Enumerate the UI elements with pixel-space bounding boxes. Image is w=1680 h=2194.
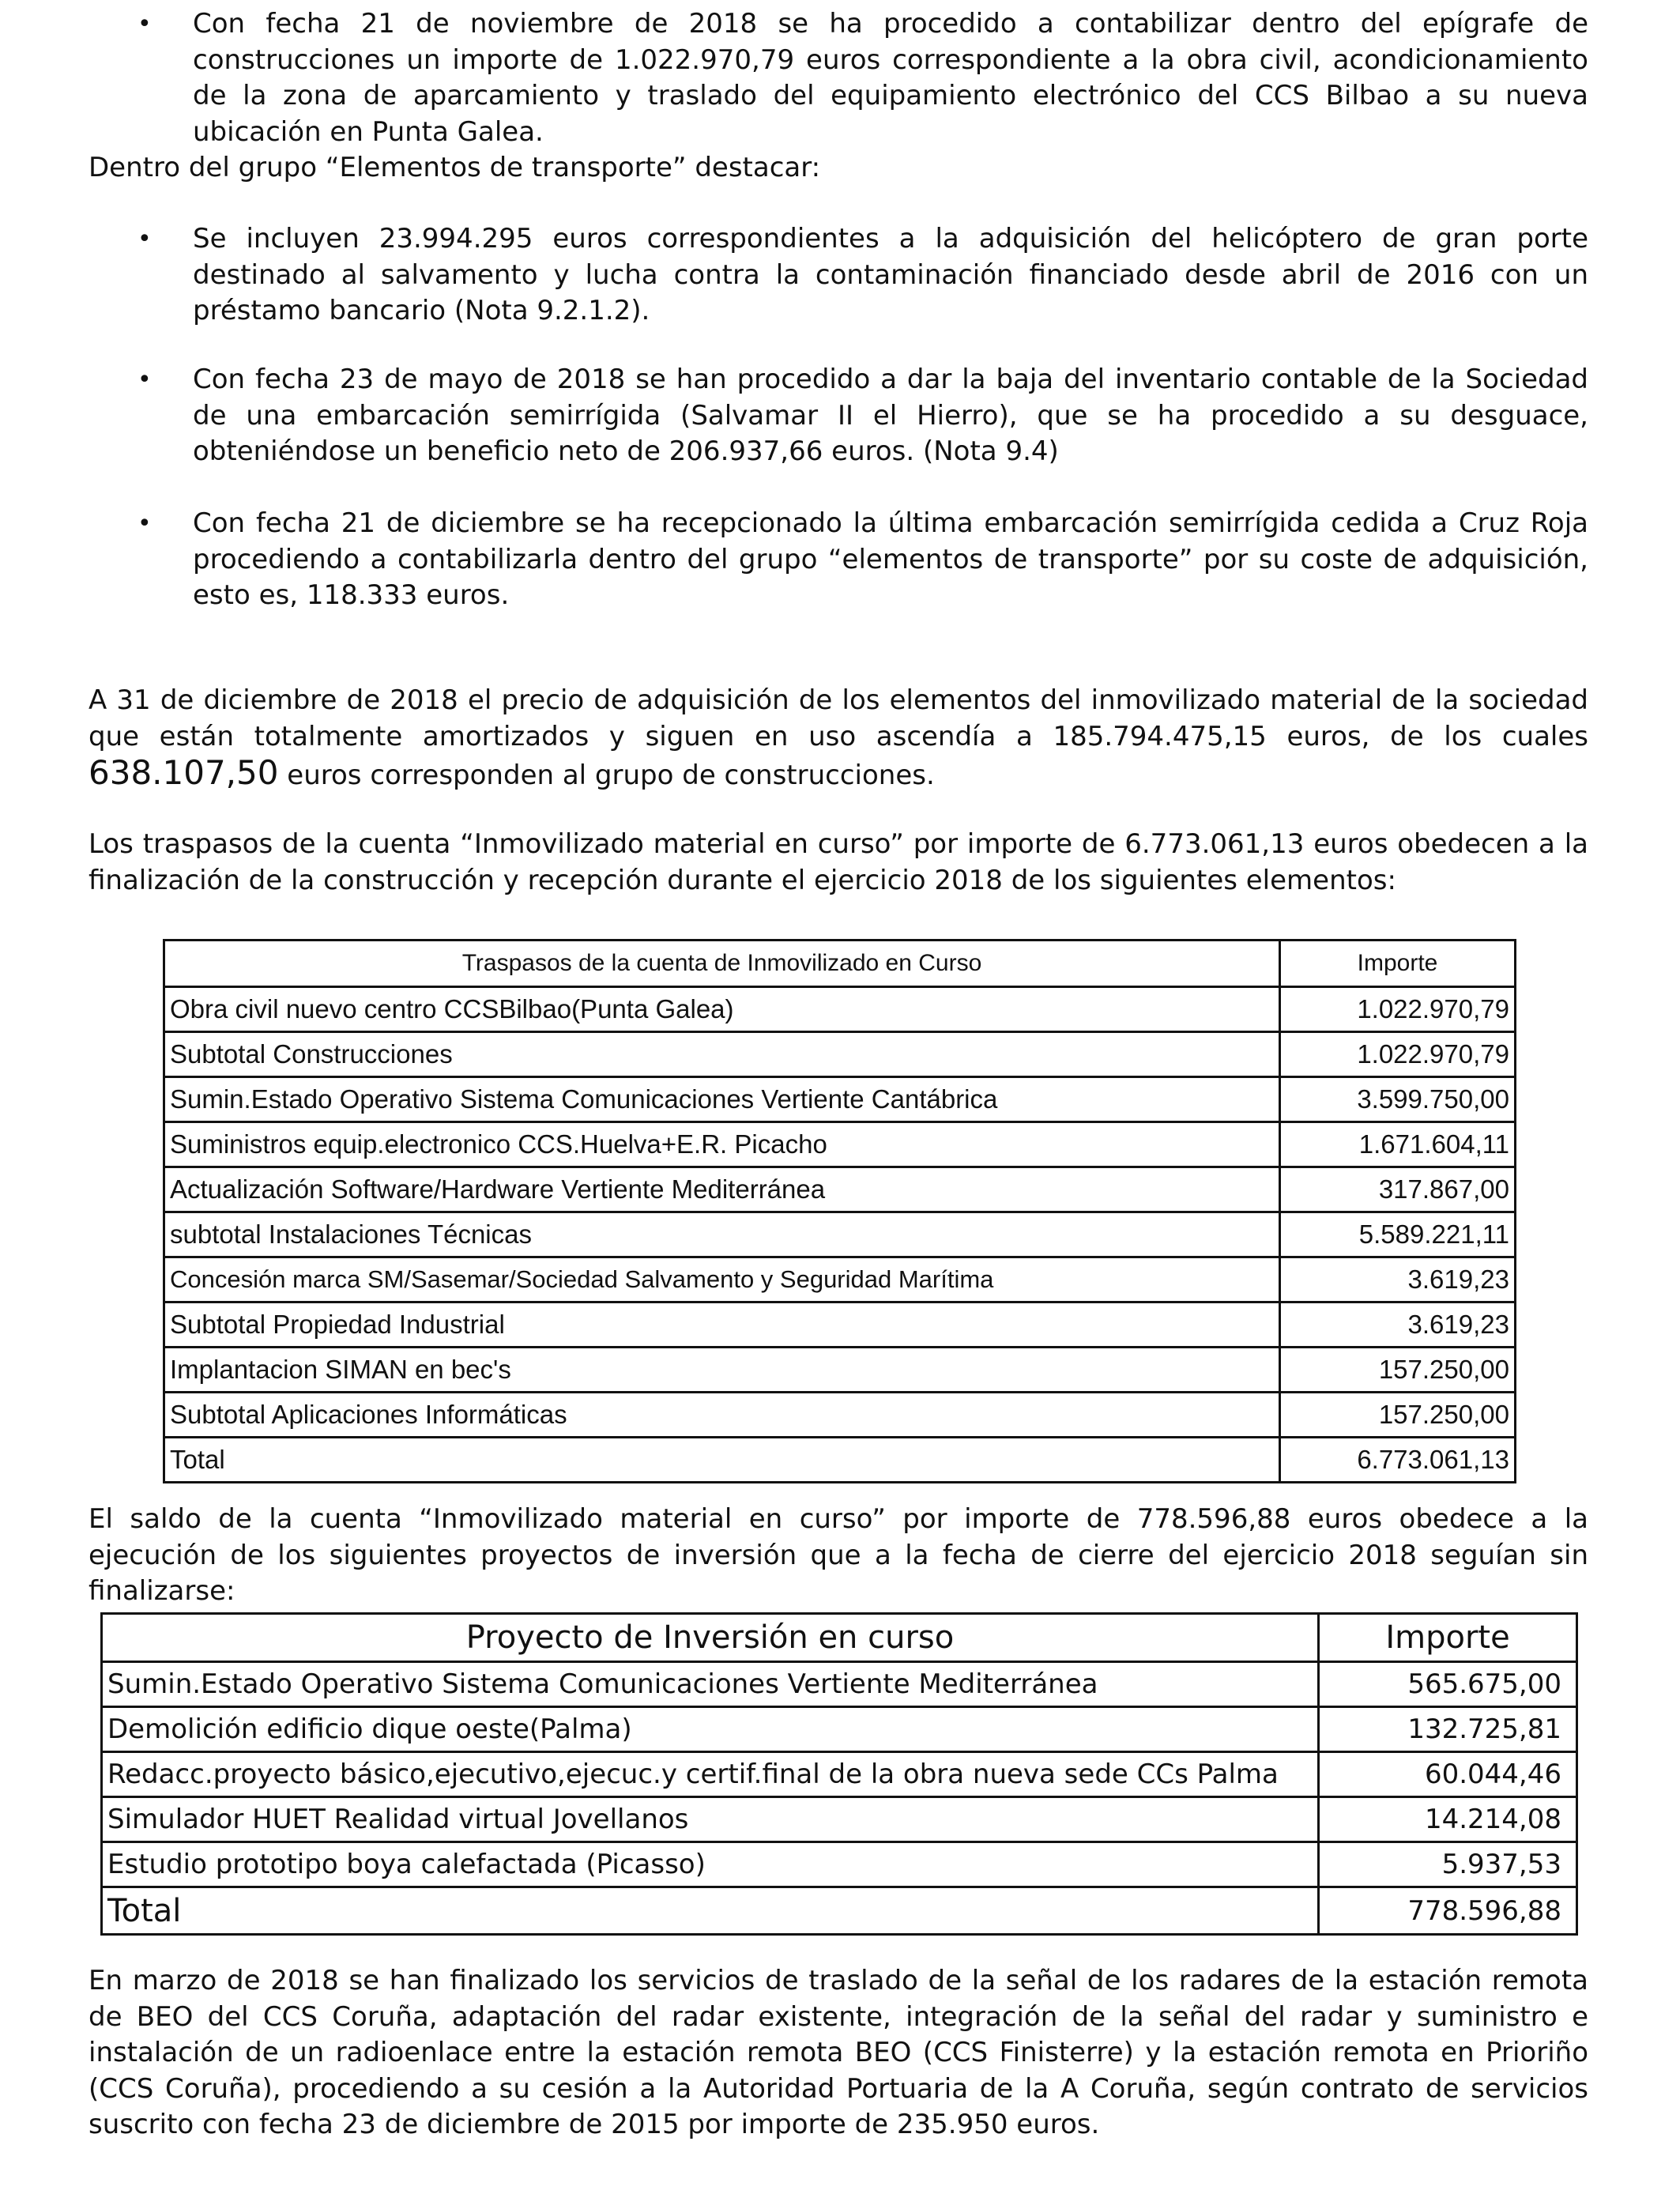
para-saldo: El saldo de la cuenta “Inmovilizado material en curso” por importe de 778.596,88 euros obedece a la ejecución de los siguientes proyectos de inversión que a la fecha de cierre del ejercicio 2018 seguían sin finalizarse: <box>89 1503 1588 1607</box>
table-row <box>102 1707 1577 1752</box>
transport-intro: Dentro del grupo “Elementos de transporte” destacar: <box>89 152 821 183</box>
bullet-icon: • <box>137 510 152 537</box>
row-concept: Implantacion SIMAN en bec's <box>164 1348 1280 1393</box>
row-amount: 60.044,46 <box>1319 1752 1577 1797</box>
para-amortizados-part2: euros corresponden al grupo de construcciones. <box>278 760 935 791</box>
para-amortizados-amount: 638.107,50 <box>89 753 279 792</box>
row-amount: 157.250,00 <box>1280 1393 1516 1438</box>
row-amount: 6.773.061,13 <box>1280 1438 1516 1483</box>
row-amount: 14.214,08 <box>1319 1797 1577 1842</box>
table-row <box>164 1077 1516 1122</box>
table-row <box>164 1393 1516 1438</box>
total-amount: 778.596,88 <box>1319 1887 1577 1935</box>
bullet-text: Con fecha 21 de noviembre de 2018 se ha procedido a contabilizar dentro del epígrafe de construcciones un importe de 1.022.970,79 euros correspondiente a la obra civil, acondicionamiento de la zona de aparcamiento y traslado del equipamiento electrónico del CCS Bilbao a su nueva ubicación en Punta Galea. <box>193 8 1588 148</box>
table-row <box>164 1032 1516 1077</box>
row-amount: 317.867,00 <box>1280 1167 1516 1212</box>
row-concept: Sumin.Estado Operativo Sistema Comunicaciones Vertiente Cantábrica <box>164 1077 1280 1122</box>
row-amount: 1.022.970,79 <box>1280 1032 1516 1077</box>
bullet-baja-embarcacion <box>89 362 1588 470</box>
para-amortizados <box>89 683 1588 794</box>
table-row <box>164 1167 1516 1212</box>
table-total-row <box>102 1887 1577 1935</box>
row-concept: Suministros equip.electronico CCS.Huelva+E.R. Picacho <box>164 1122 1280 1167</box>
bullet-icon: • <box>137 225 152 253</box>
header-concept: Proyecto de Inversión en curso <box>102 1614 1319 1662</box>
row-concept: Concesión marca SM/Sasemar/Sociedad Salvamento y Seguridad Marítima <box>164 1257 1280 1302</box>
row-concept: subtotal Instalaciones Técnicas <box>164 1212 1280 1257</box>
row-concept: Redacc.proyecto básico,ejecutivo,ejecuc.y certif.final de la obra nueva sede CCs Palma <box>102 1752 1319 1797</box>
row-amount: 3.619,23 <box>1280 1257 1516 1302</box>
table-row <box>102 1842 1577 1887</box>
table-row <box>164 1122 1516 1167</box>
row-amount: 1.022.970,79 <box>1280 987 1516 1032</box>
table-row <box>164 1212 1516 1257</box>
row-amount: 157.250,00 <box>1280 1348 1516 1393</box>
table-row <box>164 1257 1516 1302</box>
bullet-construcciones <box>89 6 1588 150</box>
row-amount: 5.589.221,11 <box>1280 1212 1516 1257</box>
table-row <box>102 1752 1577 1797</box>
bullet-cruz-roja <box>89 506 1588 614</box>
header-amount: Importe <box>1280 941 1516 987</box>
row-concept: Obra civil nuevo centro CCSBilbao(Punta Galea) <box>164 987 1280 1032</box>
table-header-row <box>164 941 1516 987</box>
bullet-icon: • <box>137 10 152 38</box>
row-concept: Subtotal Propiedad Industrial <box>164 1302 1280 1348</box>
row-concept: Subtotal Aplicaciones Informáticas <box>164 1393 1280 1438</box>
header-concept: Traspasos de la cuenta de Inmovilizado en Curso <box>164 941 1280 987</box>
bullet-icon: • <box>137 366 152 394</box>
row-concept: Estudio prototipo boya calefactada (Picasso) <box>102 1842 1319 1887</box>
header-amount: Importe <box>1319 1614 1577 1662</box>
bullet-text: Con fecha 21 de diciembre se ha recepcionado la última embarcación semirrígida cedida a Cruz Roja procediendo a contabilizarla dentro del grupo “elementos de transporte” por su coste de adquisición, esto es, 118.333 euros. <box>193 507 1588 611</box>
para-amortizados-part1: A 31 de diciembre de 2018 el precio de adquisición de los elementos del inmovilizado material de la sociedad que están totalmente amortizados y siguen en uso ascendía a 185.794.475,15 euros, de los cuales <box>89 684 1588 752</box>
bullet-text: Con fecha 23 de mayo de 2018 se han procedido a dar la baja del inventario contable de la Sociedad de una embarcación semirrígida (Salvamar II el Hierro), que se ha procedido a su desguace, obteniéndose un beneficio neto de 206.937,66 euros. (Nota 9.4) <box>193 364 1588 467</box>
bullet-helicoptero <box>89 221 1588 330</box>
para-traspasos: Los traspasos de la cuenta “Inmovilizado material en curso” por importe de 6.773.061,13 euros obedecen a la finalización de la construcción y recepción durante el ejercicio 2018 de los siguientes elementos: <box>89 828 1588 896</box>
row-amount: 3.619,23 <box>1280 1302 1516 1348</box>
row-concept: Subtotal Construcciones <box>164 1032 1280 1077</box>
row-amount: 5.937,53 <box>1319 1842 1577 1887</box>
row-concept: Sumin.Estado Operativo Sistema Comunicaciones Vertiente Mediterránea <box>102 1662 1319 1707</box>
row-concept: Total <box>164 1438 1280 1483</box>
row-amount: 132.725,81 <box>1319 1707 1577 1752</box>
row-amount: 565.675,00 <box>1319 1662 1577 1707</box>
table-row <box>164 1348 1516 1393</box>
para-radares: En marzo de 2018 se han finalizado los servicios de traslado de la señal de los radares de la estación remota de BEO del CCS Coruña, adaptación del radar existente, integración de la señal del radar y suministro e instalación de un radioenlace entre la estación remota BEO (CCS Finisterre) y la estación remota en Prioriño (CCS Coruña), procediendo a su cesión a la Autoridad Portuaria de la A Coruña, según contrato de servicios suscrito con fecha 23 de diciembre de 2015 por importe de 235.950 euros. <box>89 1965 1588 2140</box>
proyectos-table <box>100 1612 1578 1936</box>
total-concept: Total <box>102 1887 1319 1935</box>
table-row <box>102 1662 1577 1707</box>
bullet-text: Se incluyen 23.994.295 euros correspondientes a la adquisición del helicóptero de gran porte destinado al salvamento y lucha contra la contaminación financiado desde abril de 2016 con un préstamo bancario (Nota 9.2.1.2). <box>193 223 1588 326</box>
table-total-row <box>164 1438 1516 1483</box>
row-amount: 3.599.750,00 <box>1280 1077 1516 1122</box>
row-concept: Demolición edificio dique oeste(Palma) <box>102 1707 1319 1752</box>
traspasos-table <box>163 939 1516 1483</box>
row-amount: 1.671.604,11 <box>1280 1122 1516 1167</box>
row-concept: Simulador HUET Realidad virtual Jovellanos <box>102 1797 1319 1842</box>
row-concept: Actualización Software/Hardware Vertiente Mediterránea <box>164 1167 1280 1212</box>
table-row <box>164 987 1516 1032</box>
table-row <box>164 1302 1516 1348</box>
table-header-row <box>102 1614 1577 1662</box>
table-row <box>102 1797 1577 1842</box>
